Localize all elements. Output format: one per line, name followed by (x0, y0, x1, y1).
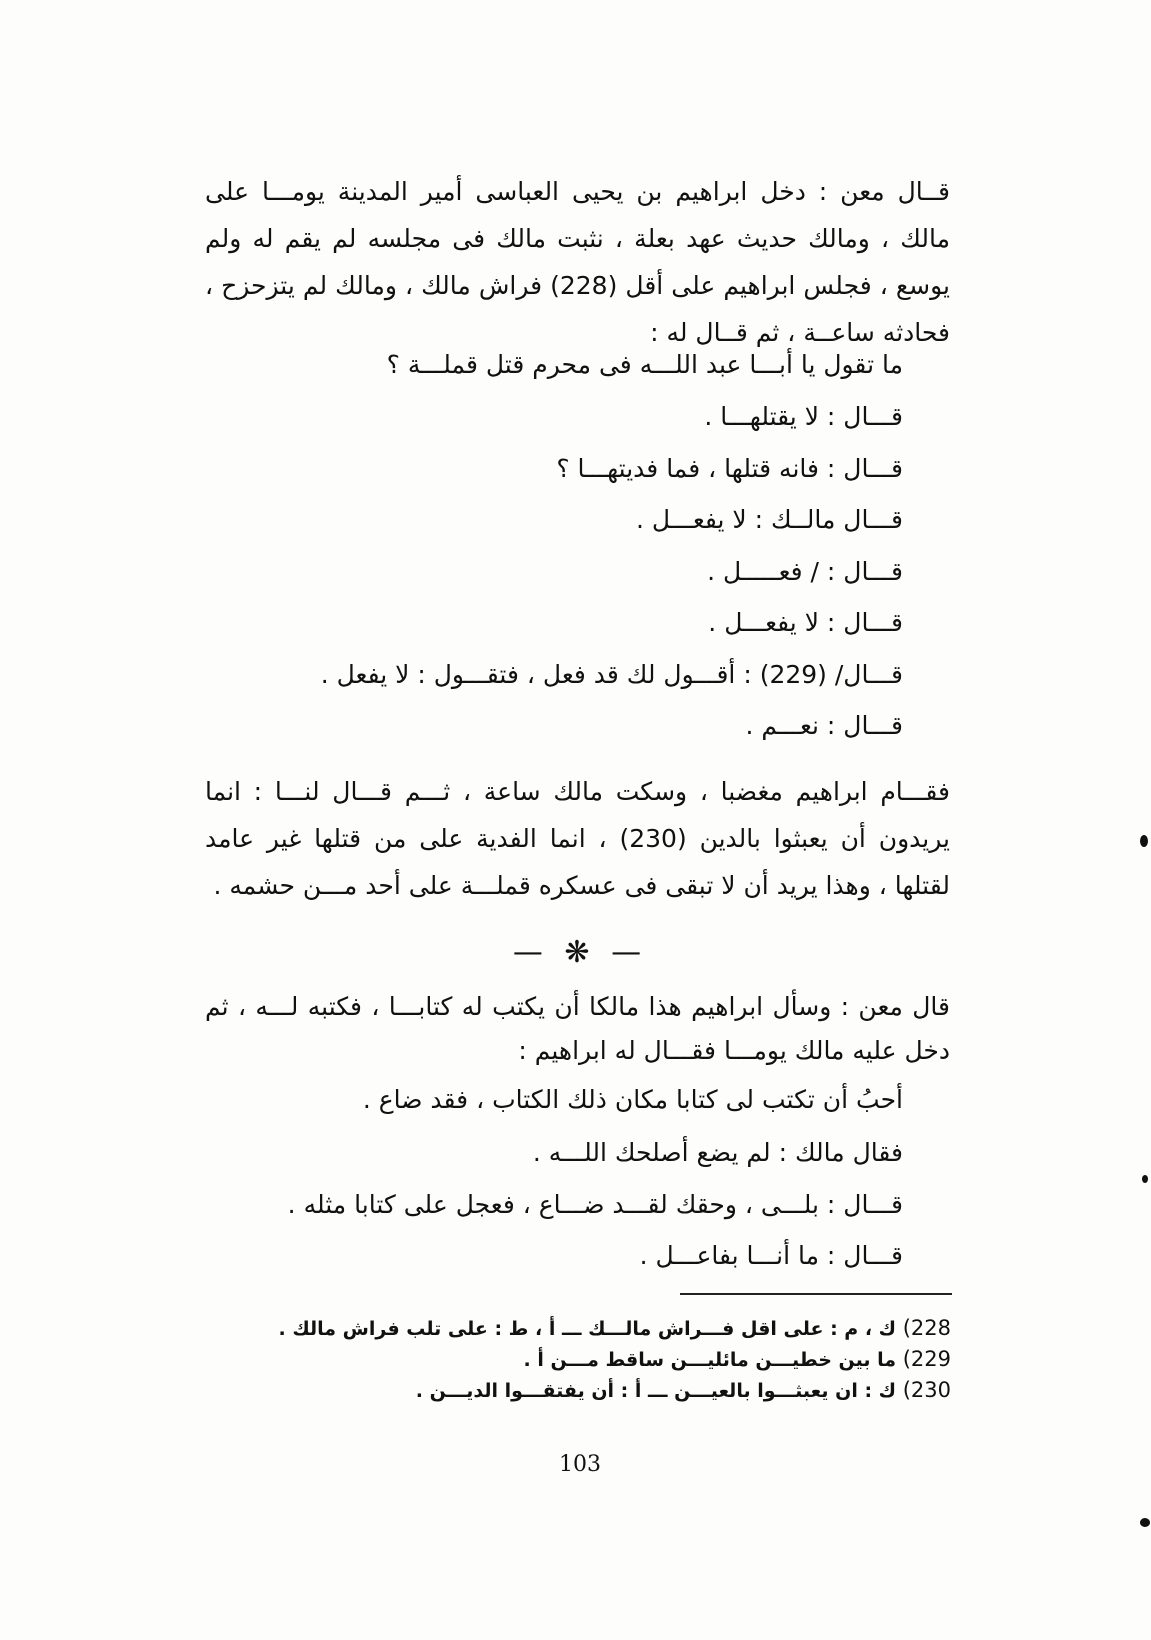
dialog-line-2: قـــال : لا يقتلهـــا . (704, 402, 903, 431)
footnote-text: ك ، م : على اقل فـــراش مالـــك ـــ أ ، ط : على تلب فراش مالك . (278, 1318, 897, 1340)
dialog-line-1: ما تقول يا أبـــا عبد اللـــه فى محرم قتل قملـــة ؟ (386, 350, 903, 379)
dialog2-line-4: قـــال : ما أنـــا بفاعـــل . (639, 1241, 903, 1270)
scan-speck (1140, 835, 1148, 847)
third-paragraph: قال معن : وسأل ابراهيم هذا مالكا أن يكتب له كتابـــا ، فكتبه لـــه ، ثم دخل عليه مالك يومـــا فقـــال له ابراهيم : (205, 992, 950, 1065)
section-ornament: — ❋ — (512, 935, 648, 970)
footnote-230 (416, 1378, 951, 1402)
scan-speck (1142, 1175, 1148, 1183)
footnote-number: 230) (902, 1378, 951, 1402)
dialog-line-6: قـــال : لا يفعـــل . (708, 608, 903, 637)
dialog2-line-3: قـــال : بلـــى ، وحقك لقـــد ضـــاع ، فعجل على كتابا مثله . (287, 1190, 903, 1219)
footnote-228 (278, 1316, 951, 1340)
second-paragraph: فقـــام ابراهيم مغضبا ، وسكت مالك ساعة ، ثـــم قـــال لنـــا : انما يريدون أن يعبثوا بالدين (230) ، انما الفدية على من قتلها غير عامد لقتلها ، وهذا يريد أن لا تبقى فى عسكره قملـــة على أحد مـــن حشمه . (205, 777, 951, 900)
opening-paragraph: قــال معن : دخل ابراهيم بن يحيى العباسى أمير المدينة يومـــا على مالك ، ومالك حديث عهد بعلة ، نثبت مالك فى مجلسه لم يقم له ولم يوسع ، فجلس ابراهيم على أقل (228) فراش مالك ، ومالك لم يتزحزح ، فحادثه ساعــة ، ثم قــال له : (205, 177, 950, 347)
footnote-text: ك : ان يعبثـــوا بالعيـــن ـــ أ : أن يفتقـــوا الديـــن . (415, 1380, 897, 1402)
dialog2-line-2: فقال مالك : لم يضع أصلحك اللـــه . (532, 1138, 903, 1167)
footnote-text: ما بين خطيـــن مائليـــن ساقط مـــن أ . (523, 1349, 897, 1371)
dialog-line-8: قـــال : نعـــم . (745, 711, 903, 740)
footnote-229 (524, 1347, 951, 1371)
dialog2-line-1: أحبُ أن تكتب لى كتابا مكان ذلك الكتاب ، فقد ضاع . (362, 1085, 903, 1114)
scan-speck (1140, 1518, 1150, 1527)
dialog-line-7: قـــال/ (229) : أقـــول لك قد فعل ، فتقـــول : لا يفعل . (320, 660, 903, 689)
dialog-line-3: قـــال : فانه قتلها ، فما فديتهـــا ؟ (556, 454, 903, 483)
footnote-number: 228) (902, 1316, 951, 1340)
footnote-rule (680, 1293, 952, 1295)
page-number: 103 (559, 1452, 601, 1477)
dialog-line-4: قـــال مالــك : لا يفعـــل . (636, 505, 903, 534)
dialog-line-5: قـــال : / فعـــــل . (707, 557, 903, 586)
footnote-number: 229) (902, 1347, 951, 1371)
